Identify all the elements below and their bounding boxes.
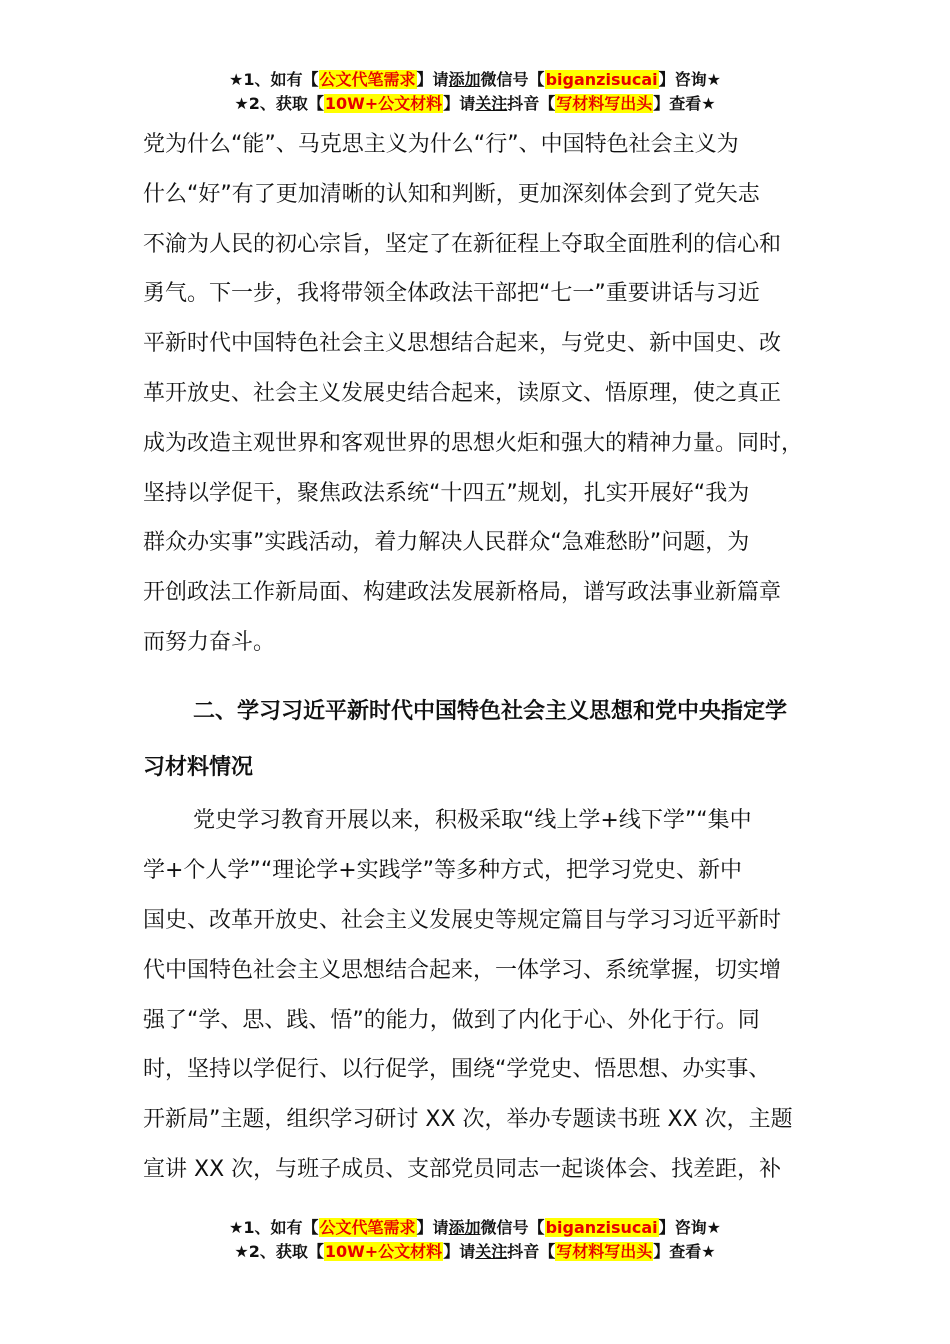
text-line: 成为改造主观世界和客观世界的思想火炬和强大的精神力量。同时， xyxy=(143,430,804,456)
banner-text: 】请 xyxy=(416,1218,449,1237)
banner-underlined-text: 添加 xyxy=(448,1218,481,1237)
text-line: 党为什么“能”、马克思主义为什么“行”、中国特色社会主义为 xyxy=(143,132,739,157)
text-line: 时，坚持以学促行、以行促学，围绕“学党史、悟思想、办实事、 xyxy=(143,1057,771,1083)
banner-text: 微信号【 xyxy=(480,70,545,89)
banner-text: 】查看★ xyxy=(653,1242,716,1261)
text-line: 开新局”主题，组织学习研讨 XX 次，举办专题读书班 XX 次，主题 xyxy=(143,1107,793,1133)
banner-text: 】查看★ xyxy=(653,94,716,113)
banner-underlined-text: 关注 xyxy=(475,1242,508,1261)
text-line: 代中国特色社会主义思想结合起来，一体学习、系统掌握，切实增 xyxy=(143,957,782,983)
document-body xyxy=(143,120,808,1195)
banner-text: 抖音【 xyxy=(507,1242,556,1261)
footer-banner xyxy=(0,1216,950,1264)
banner-text: 】咨询★ xyxy=(658,1218,721,1237)
header-banner xyxy=(0,68,950,116)
banner-text: ★1、如有【 xyxy=(229,1218,319,1237)
text-line: 群众办实事”实践活动，着力解决人民群众“急难愁盼”问题，为 xyxy=(143,530,750,556)
banner-highlight: 10W+公文材料 xyxy=(324,94,443,113)
heading-line: 习材料情况 xyxy=(143,754,254,780)
banner-text: 】请 xyxy=(416,70,449,89)
text-line: 强了“学、思、践、悟”的能力，做到了内化于心、外化于行。同 xyxy=(143,1007,760,1033)
text-line: 国史、改革开放史、社会主义发展史等规定篇目与学习习近平新时 xyxy=(143,907,782,933)
banner-text: ★2、获取【 xyxy=(234,94,324,113)
text-line: 学+个人学”“理论学+实践学”等多种方式，把学习党史、新中 xyxy=(143,858,743,884)
banner-line-1 xyxy=(0,1216,950,1240)
text-line: 开创政法工作新局面、构建政法发展新格局，谱写政法事业新篇章 xyxy=(143,580,782,606)
banner-highlight: 公文代笔需求 xyxy=(319,1218,416,1237)
banner-text: 抖音【 xyxy=(507,94,556,113)
banner-highlight: 公文代笔需求 xyxy=(319,70,416,89)
banner-highlight: 写材料写出头 xyxy=(556,1242,653,1261)
banner-line-2 xyxy=(0,1240,950,1264)
text-line: 革开放史、社会主义发展史结合起来，读原文、悟原理，使之真正 xyxy=(143,380,782,406)
paragraph xyxy=(143,796,808,1194)
section-heading xyxy=(143,687,808,793)
text-line: 不渝为人民的初心宗旨，坚定了在新征程上夺取全面胜利的信心和 xyxy=(143,231,782,257)
banner-highlight: biganzisucai xyxy=(545,1218,658,1237)
banner-highlight: 写材料写出头 xyxy=(556,94,653,113)
text-line: 勇气。下一步，我将带领全体政法干部把“七一”重要讲话与习近 xyxy=(143,281,760,307)
banner-text: ★2、获取【 xyxy=(234,1242,324,1261)
text-line: 而努力奋斗。 xyxy=(143,629,276,655)
banner-underlined-text: 添加 xyxy=(448,70,481,89)
banner-text: 】请 xyxy=(443,94,476,113)
banner-text: 微信号【 xyxy=(480,1218,545,1237)
banner-highlight: biganzisucai xyxy=(545,70,658,89)
text-line: 宣讲 XX 次，与班子成员、支部党员同志一起谈体会、找差距，补 xyxy=(143,1156,782,1182)
text-line: 党史学习教育开展以来，积极采取“线上学+线下学”“集中 xyxy=(193,808,752,834)
paragraph-continued xyxy=(143,120,808,668)
banner-underlined-text: 关注 xyxy=(475,94,508,113)
banner-line-2 xyxy=(0,92,950,116)
banner-text: 】咨询★ xyxy=(658,70,721,89)
text-line: 平新时代中国特色社会主义思想结合起来，与党史、新中国史、改 xyxy=(143,331,782,357)
text-line: 坚持以学促干，聚焦政法系统“十四五”规划，扎实开展好“我为 xyxy=(143,480,750,506)
banner-text: ★1、如有【 xyxy=(229,70,319,89)
banner-text: 】请 xyxy=(443,1242,476,1261)
banner-highlight: 10W+公文材料 xyxy=(324,1242,443,1261)
banner-line-1 xyxy=(0,68,950,92)
heading-line: 二、学习习近平新时代中国特色社会主义思想和党中央指定学 xyxy=(193,698,788,724)
text-line: 什么“好”有了更加清晰的认知和判断，更加深刻体会到了党矢志 xyxy=(143,181,760,207)
